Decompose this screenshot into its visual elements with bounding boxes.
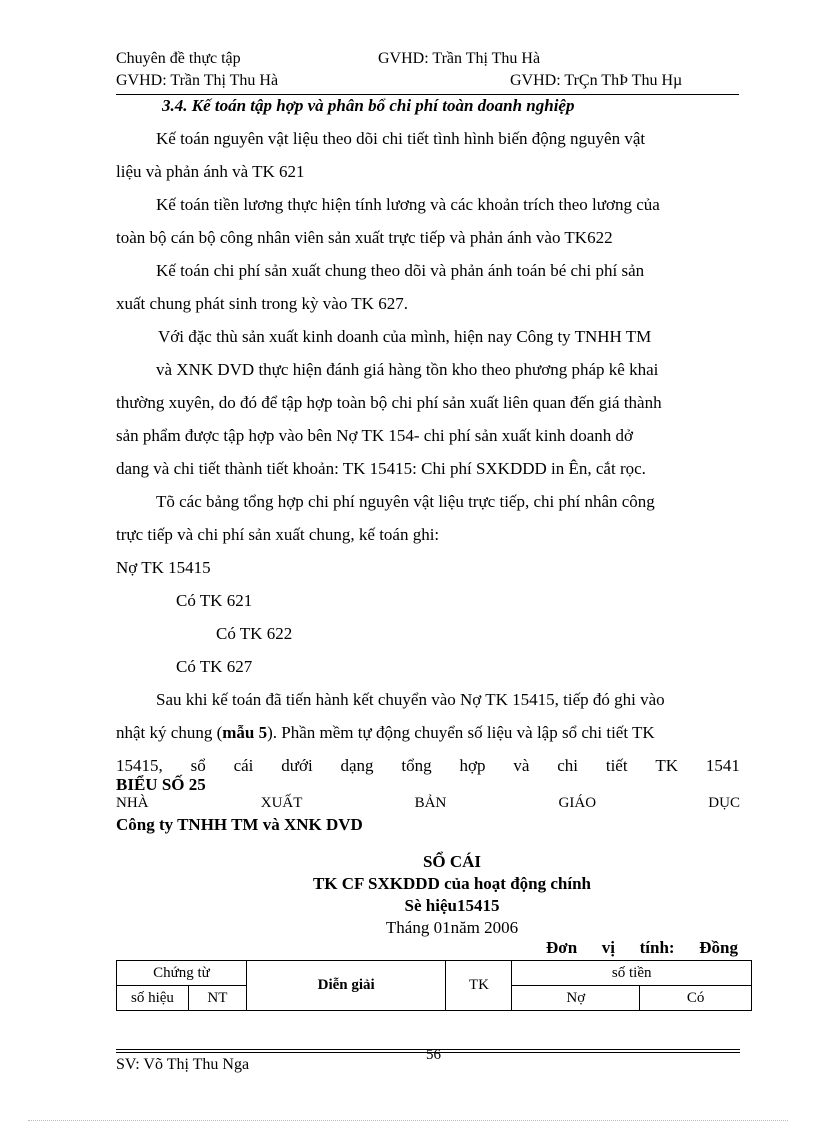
header-advisor: GVHD: Trần Thị Thu Hà — [378, 50, 541, 67]
section-title: 3.4. Kế toán tập hợp và phân bổ chi phí toàn doanh nghiệp — [162, 96, 575, 115]
body-line: và XNK DVD thực hiện đánh giá hàng tồn kho theo phương pháp kê khai — [156, 360, 659, 379]
footer-student: SV: Võ Thị Thu Nga — [116, 1056, 250, 1073]
ledger-month: Tháng 01năm 2006 — [385, 918, 519, 937]
ledger-code: Sè hiệu15415 — [404, 896, 500, 915]
body-line: toàn bộ cán bộ công nhân viên sản xuất trực tiếp và phản ánh vào TK622 — [116, 228, 613, 247]
body-line: Kế toán tiền lương thực hiện tính lương và các khoản trích theo lương của — [156, 195, 660, 214]
form-number: BIỂU SỐ 25 — [116, 775, 206, 794]
ledger-table — [116, 960, 752, 1011]
col-so-tien: số tiền — [512, 961, 752, 986]
body-line: Sau khi kế toán đã tiến hành kết chuyển vào Nợ TK 15415, tiếp đó ghi vào — [156, 690, 665, 709]
col-chung-tu: Chứng từ — [117, 961, 247, 986]
body-line: Kế toán chi phí sản xuất chung theo dõi và phản ánh toán bé chi phí sản — [156, 261, 645, 280]
body-line: trực tiếp và chi phí sản xuất chung, kế toán ghi: — [116, 525, 440, 544]
col-dien-giai: Diễn giải — [246, 961, 446, 1011]
entry-credit: Có TK 622 — [216, 624, 293, 643]
entry-credit: Có TK 627 — [176, 657, 253, 676]
page-edge — [28, 1120, 788, 1121]
company-name: Công ty TNHH TM và XNK DVD — [116, 815, 363, 834]
body-line-justified: 15415, sổ cái dưới dạng tổng hợp và chi tiết TK 1541 — [116, 756, 740, 775]
col-co: Có — [640, 986, 752, 1011]
ledger-unit: Đơn vị tính: Đồng — [546, 938, 738, 957]
page-number: 56 — [426, 1050, 441, 1060]
ledger-subtitle: TK CF SXKDDD của hoạt động chính — [312, 874, 592, 893]
body-line: dang và chi tiết thành tiết khoản: TK 15415: Chi phí SXKDDD in Ên, cắt rọc. — [116, 459, 646, 478]
col-tk: TK — [446, 961, 512, 1011]
body-line: nhật ký chung (mẫu 5). Phần mềm tự động chuyển số liệu và lập sổ chi tiết TK — [116, 723, 655, 742]
body-line: xuất chung phát sinh trong kỳ vào TK 627. — [116, 294, 408, 313]
header-rule — [116, 94, 739, 95]
header-course: Chuyên đề thực tập — [116, 50, 241, 67]
body-line: Kế toán nguyên vật liệu theo dõi chi tiết tình hình biến động nguyên vật — [156, 129, 646, 148]
col-no: Nợ — [512, 986, 640, 1011]
template-reference: mẫu 5 — [222, 723, 268, 742]
table-header-row — [117, 961, 752, 986]
body-line: Với đặc thù sản xuất kinh doanh của mình, hiện nay Công ty TNHH TM — [158, 327, 652, 346]
col-nt: NT — [188, 986, 246, 1011]
header-advisor-2: GVHD: Trần Thị Thu Hà — [116, 72, 279, 89]
body-line: liệu và phản ánh và TK 621 — [116, 162, 305, 181]
body-line: thường xuyên, do đó để tập hợp toàn bộ chi phí sản xuất liên quan đến giá thành — [116, 393, 662, 412]
body-line: Tõ các bảng tổng hợp chi phí nguyên vật liệu trực tiếp, chi phí nhân công — [156, 492, 655, 511]
entry-credit: Có TK 621 — [176, 591, 253, 610]
body-line: sản phẩm được tập hợp vào bên Nợ TK 154- chi phí sản xuất kinh doanh dở — [116, 426, 633, 445]
col-so-hieu: số hiệu — [117, 986, 189, 1011]
header-advisor-legacy: GVHD: TrÇn ThÞ Thu Hµ — [510, 72, 683, 89]
publisher-name: NHÀ XUẤT BẢN GIÁO DỤC — [116, 795, 740, 811]
ledger-title: SỔ CÁI — [422, 852, 482, 871]
entry-debit: Nợ TK 15415 — [116, 558, 211, 577]
